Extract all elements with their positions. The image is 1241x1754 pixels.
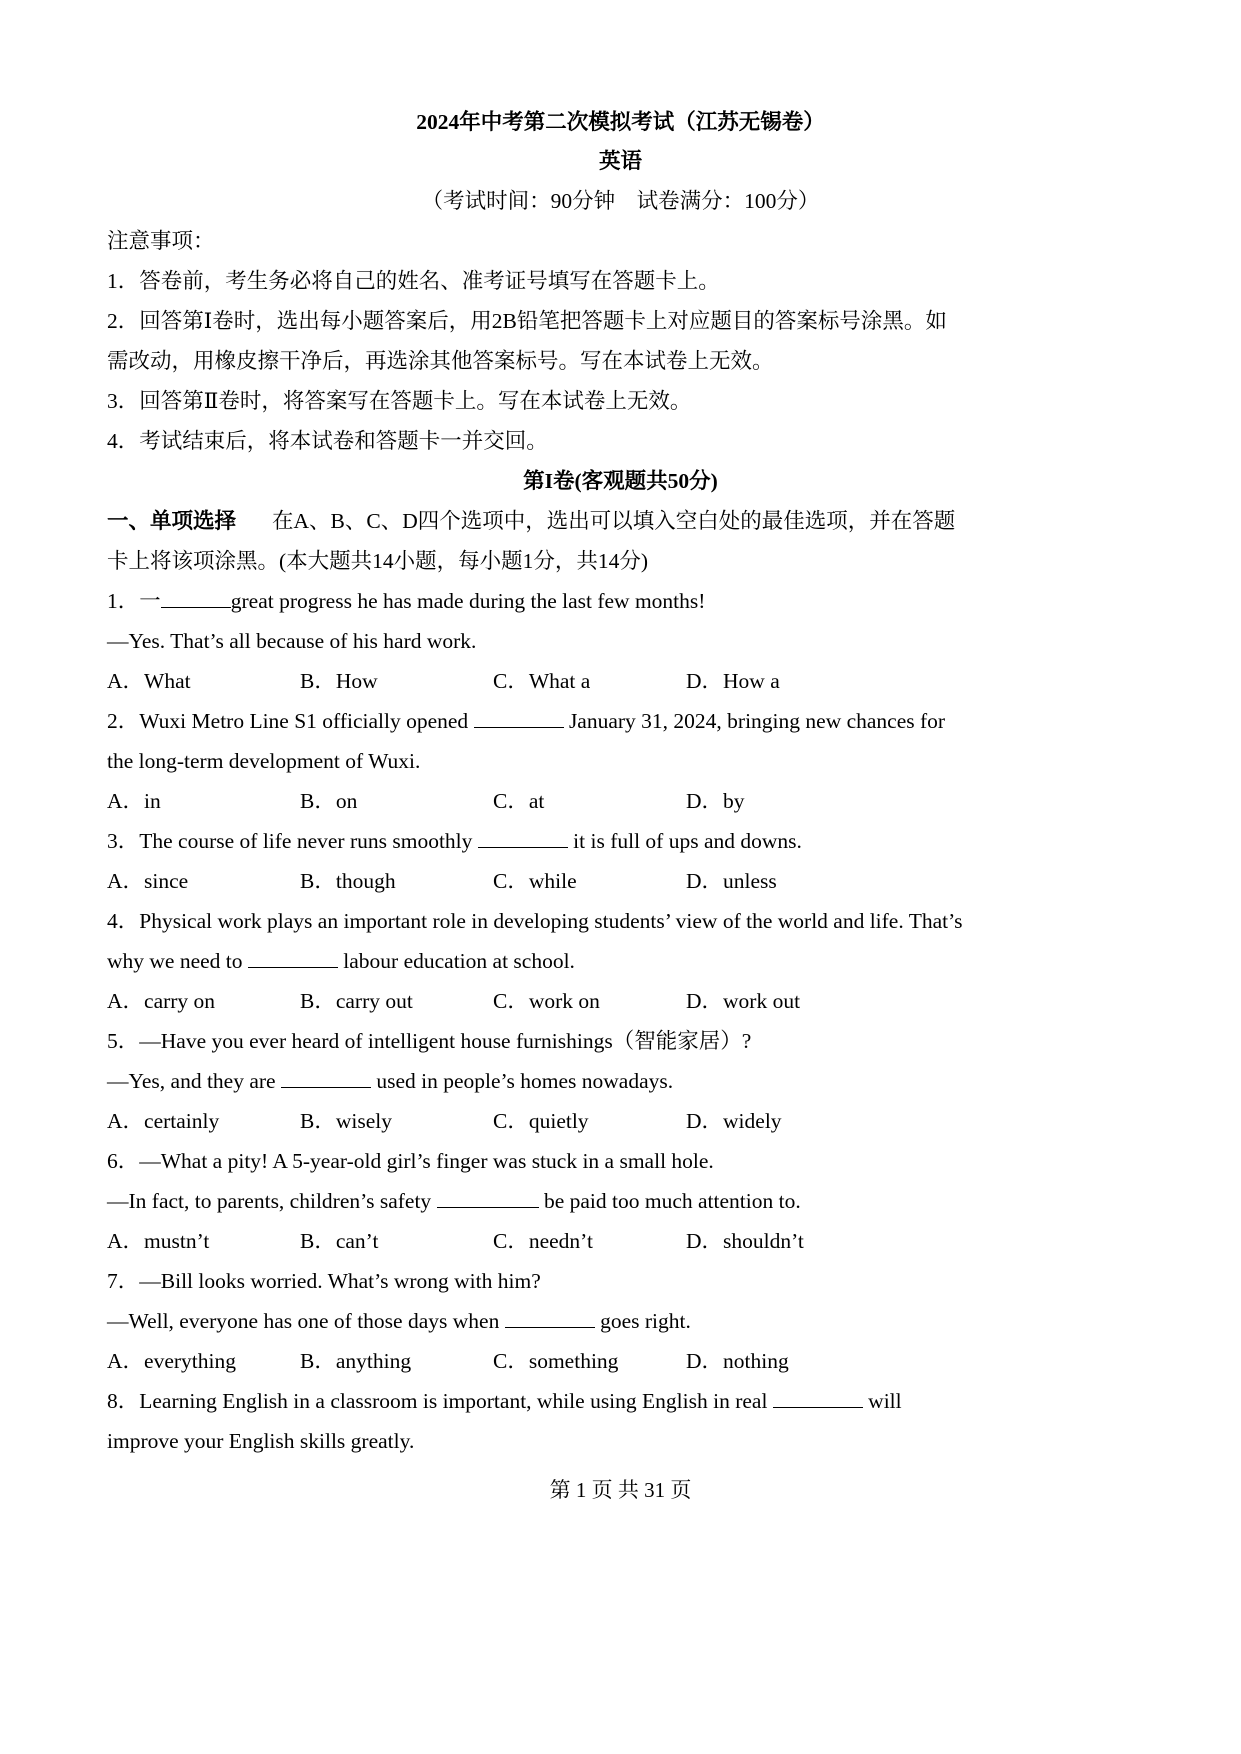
question-text: —In fact, to parents, children’s safety [107, 1189, 437, 1213]
question-text: improve your English skills greatly. [107, 1429, 415, 1453]
question-text: 3．The course of life never runs smoothly [107, 829, 478, 853]
question-4: 4．Physical work plays an important role in developing students’ view of the world and life. That’s [107, 909, 963, 933]
option-d: D．How a [686, 669, 780, 693]
note-item: 3．回答第Ⅱ卷时，将答案写在答题卡上。写在本试卷上无效。 [107, 389, 692, 413]
question-text: 8．Learning English in a classroom is important, while using English in real [107, 1389, 773, 1413]
option-a: A．mustn’t [107, 1229, 210, 1253]
option-d: D．shouldn’t [686, 1229, 804, 1253]
options-row [107, 661, 1007, 701]
answer-blank [281, 1063, 371, 1088]
answer-blank [474, 703, 564, 728]
answer-blank [437, 1183, 539, 1208]
question-text: why we need to [107, 949, 248, 973]
question-3 [107, 821, 802, 861]
answer-blank [248, 943, 338, 968]
question-text: 1．一 [107, 589, 161, 613]
option-c: C．What a [493, 669, 591, 693]
option-d: D．work out [686, 989, 801, 1013]
question-6: 6．—What a pity! A 5-year-old girl’s finger was stuck in a small hole. [107, 1149, 714, 1173]
option-b: B．wisely [300, 1109, 392, 1133]
options-row [107, 861, 1007, 901]
notes-heading: 注意事项： [107, 229, 215, 253]
question-text: 2．Wuxi Metro Line S1 officially opened [107, 709, 474, 733]
answer-blank [773, 1383, 863, 1408]
option-c: C．needn’t [493, 1229, 593, 1253]
option-c: C．quietly [493, 1109, 589, 1133]
option-c: C．while [493, 869, 577, 893]
question-text: will [862, 1389, 902, 1413]
question-text: labour education at school. [337, 949, 575, 973]
question-text [107, 1181, 801, 1221]
question-text: —Yes, and they are [107, 1069, 281, 1093]
option-b: B．How [300, 669, 378, 693]
question-text [107, 941, 575, 981]
question-1 [107, 581, 705, 621]
part-title: 第I卷(客观题共50分) [523, 469, 718, 493]
section-instruction [107, 501, 955, 541]
question-7: 7．—Bill looks worried. What’s wrong with him? [107, 1269, 541, 1293]
option-c: C．at [493, 789, 545, 813]
option-b: B．anything [300, 1349, 412, 1373]
option-c: C．work on [493, 989, 600, 1013]
option-b: B．carry out [300, 989, 413, 1013]
option-a: A．everything [107, 1349, 236, 1373]
instruction-text: 在A、B、C、D四个选项中，选出可以填入空白处的最佳选项，并在答题 [272, 509, 956, 533]
question-text: —Well, everyone has one of those days when [107, 1309, 505, 1333]
option-d: D．by [686, 789, 745, 813]
exam-info: （考试时间：90分钟 试卷满分：100分） [421, 189, 820, 213]
answer-blank [505, 1303, 595, 1328]
question-text: be paid too much attention to. [538, 1189, 801, 1213]
option-b: B．though [300, 869, 396, 893]
options-row [107, 1101, 1007, 1141]
option-b: B．can’t [300, 1229, 379, 1253]
question-2 [107, 701, 945, 741]
option-a: A．in [107, 789, 161, 813]
question-text: great progress he has made during the last few months! [230, 589, 706, 613]
question-text: goes right. [594, 1309, 691, 1333]
option-a: A．since [107, 869, 189, 893]
exam-title: 2024年中考第二次模拟考试（江苏无锡卷） [416, 110, 825, 134]
options-row [107, 981, 1007, 1021]
note-item: 4．考试结束后，将本试卷和答题卡一并交回。 [107, 429, 548, 453]
question-text: —Yes. That’s all because of his hard work. [107, 629, 477, 653]
note-item: 需改动，用橡皮擦干净后，再选涂其他答案标号。写在本试卷上无效。 [107, 349, 774, 373]
question-8 [107, 1381, 902, 1421]
options-row [107, 781, 1007, 821]
option-c: C．something [493, 1349, 619, 1373]
option-d: D．unless [686, 869, 777, 893]
question-text [107, 1061, 673, 1101]
option-a: A．What [107, 669, 191, 693]
option-a: A．carry on [107, 989, 216, 1013]
section-name: 一、单项选择 [107, 509, 237, 533]
option-b: B．on [300, 789, 358, 813]
note-item: 1．答卷前，考生务必将自己的姓名、准考证号填写在答题卡上。 [107, 269, 720, 293]
question-text: the long-term development of Wuxi. [107, 749, 421, 773]
subject-title: 英语 [598, 149, 642, 173]
question-5: 5．—Have you ever heard of intelligent house furnishings（智能家居）? [107, 1029, 752, 1053]
question-text: January 31, 2024, bringing new chances for [563, 709, 946, 733]
question-text [107, 1301, 691, 1341]
question-text: used in people’s homes nowadays. [370, 1069, 674, 1093]
note-item: 2．回答第Ⅰ卷时，选出每小题答案后，用2B铅笔把答题卡上对应题目的答案标号涂黑。如 [107, 309, 947, 333]
options-row [107, 1341, 1007, 1381]
option-d: D．nothing [686, 1349, 789, 1373]
option-a: A．certainly [107, 1109, 220, 1133]
option-d: D．widely [686, 1109, 782, 1133]
answer-blank [478, 823, 568, 848]
question-text: it is full of ups and downs. [567, 829, 802, 853]
instruction-text: 卡上将该项涂黑。(本大题共14小题，每小题1分，共14分) [107, 549, 649, 573]
answer-blank [161, 583, 231, 608]
page-number: 第 1 页 共 31 页 [549, 1478, 692, 1502]
options-row [107, 1221, 1007, 1261]
